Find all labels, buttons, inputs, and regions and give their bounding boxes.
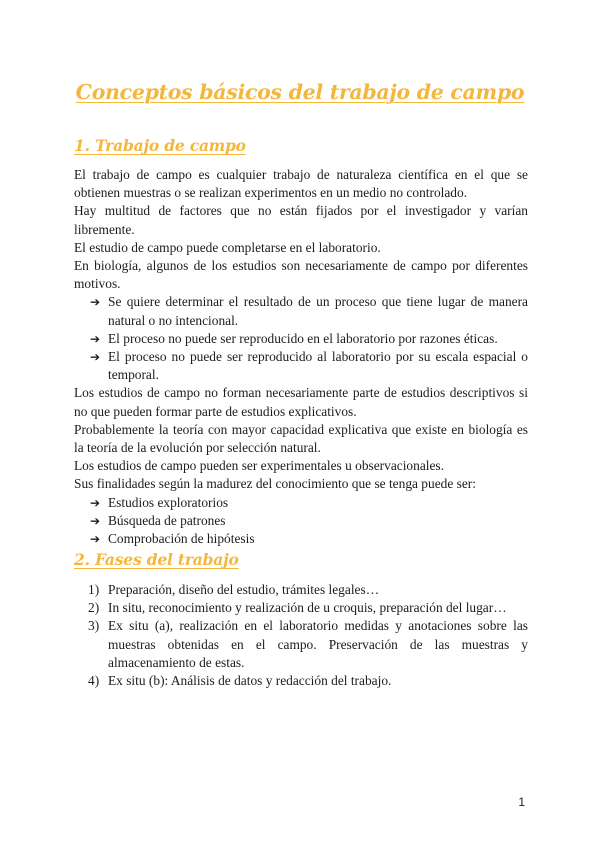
phase-number: 4): [88, 673, 100, 689]
paragraph: Probablemente la teoría con mayor capacidad explicativa que existe en biología es la teoría de la evolución por selección natural.: [74, 421, 528, 456]
phase-item: [74, 581, 528, 599]
purpose-item: ➔ Búsqueda de patrones: [74, 512, 528, 530]
page-number: 1: [518, 795, 525, 809]
paragraph: El estudio de campo puede completarse en el laboratorio.: [74, 239, 381, 255]
reason-item: ➔ Se quiere determinar el resultado de un proceso que tiene lugar de manera natural o no intencional.: [90, 294, 528, 328]
phase-item: [74, 599, 528, 617]
phase-text: Ex situ (b): Análisis de datos y redacción del trabajo.: [108, 673, 392, 689]
section-1-body: [74, 166, 528, 548]
paragraph: Los estudios de campo no forman necesariamente parte de estudios descriptivos si no que pueden formar parte de estudios explicativos.: [74, 385, 528, 419]
arrow-bullet-icon: ➔: [90, 532, 101, 547]
paragraph: Hay multitud de factores que no están fijados por el investigador y varían libremente.: [74, 203, 528, 237]
paragraph: En biología, algunos de los estudios son necesariamente de campo por diferentes motivos.: [74, 258, 528, 292]
arrow-bullet-icon: ➔: [90, 331, 101, 346]
paragraph: El trabajo de campo es cualquier trabajo de naturaleza científica en el que se obtienen muestras o se realizan experimentos en un medio no controlado.: [74, 167, 528, 201]
arrow-bullet-icon: ➔: [90, 295, 101, 310]
paragraph: Sus finalidades según la madurez del conocimiento que se tenga puede ser:: [74, 476, 476, 492]
paragraph: Los estudios de campo pueden ser experimentales u observacionales.: [74, 458, 444, 474]
document-title: Conceptos básicos del trabajo de campo: [75, 80, 525, 104]
reason-item: ➔ El proceso no puede ser reproducido en el laboratorio por razones éticas.: [74, 330, 528, 348]
phase-text: In situ, reconocimiento y realización de u croquis, preparación del lugar…: [108, 600, 507, 616]
phases-list: [74, 581, 528, 690]
section-2-heading: 2. Fases del trabajo: [74, 550, 239, 569]
purpose-item: ➔ Comprobación de hipótesis: [74, 530, 528, 548]
phase-number: 3): [88, 618, 100, 634]
purpose-item: ➔ Estudios exploratorios: [74, 494, 528, 512]
arrow-bullet-icon: ➔: [90, 495, 101, 510]
arrow-bullet-icon: ➔: [90, 350, 101, 365]
arrow-bullet-icon: ➔: [90, 513, 101, 528]
reason-item: ➔ El proceso no puede ser reproducido al laboratorio por su escala espacial o temporal.: [90, 349, 528, 383]
section-1-heading: 1. Trabajo de campo: [74, 136, 246, 155]
phase-text: Ex situ (a), realización en el laboratorio medidas y anotaciones sobre las muestras obtenidas en el campo. Preservación de las muestras y almacenamiento de estas.: [108, 618, 528, 670]
phase-text: Preparación, diseño del estudio, trámites legales…: [108, 582, 380, 597]
phase-item: [74, 672, 528, 690]
section-2-body: [74, 581, 528, 690]
phase-number: 1): [88, 582, 100, 597]
phase-number: 2): [88, 600, 100, 616]
phase-item: [74, 617, 528, 672]
